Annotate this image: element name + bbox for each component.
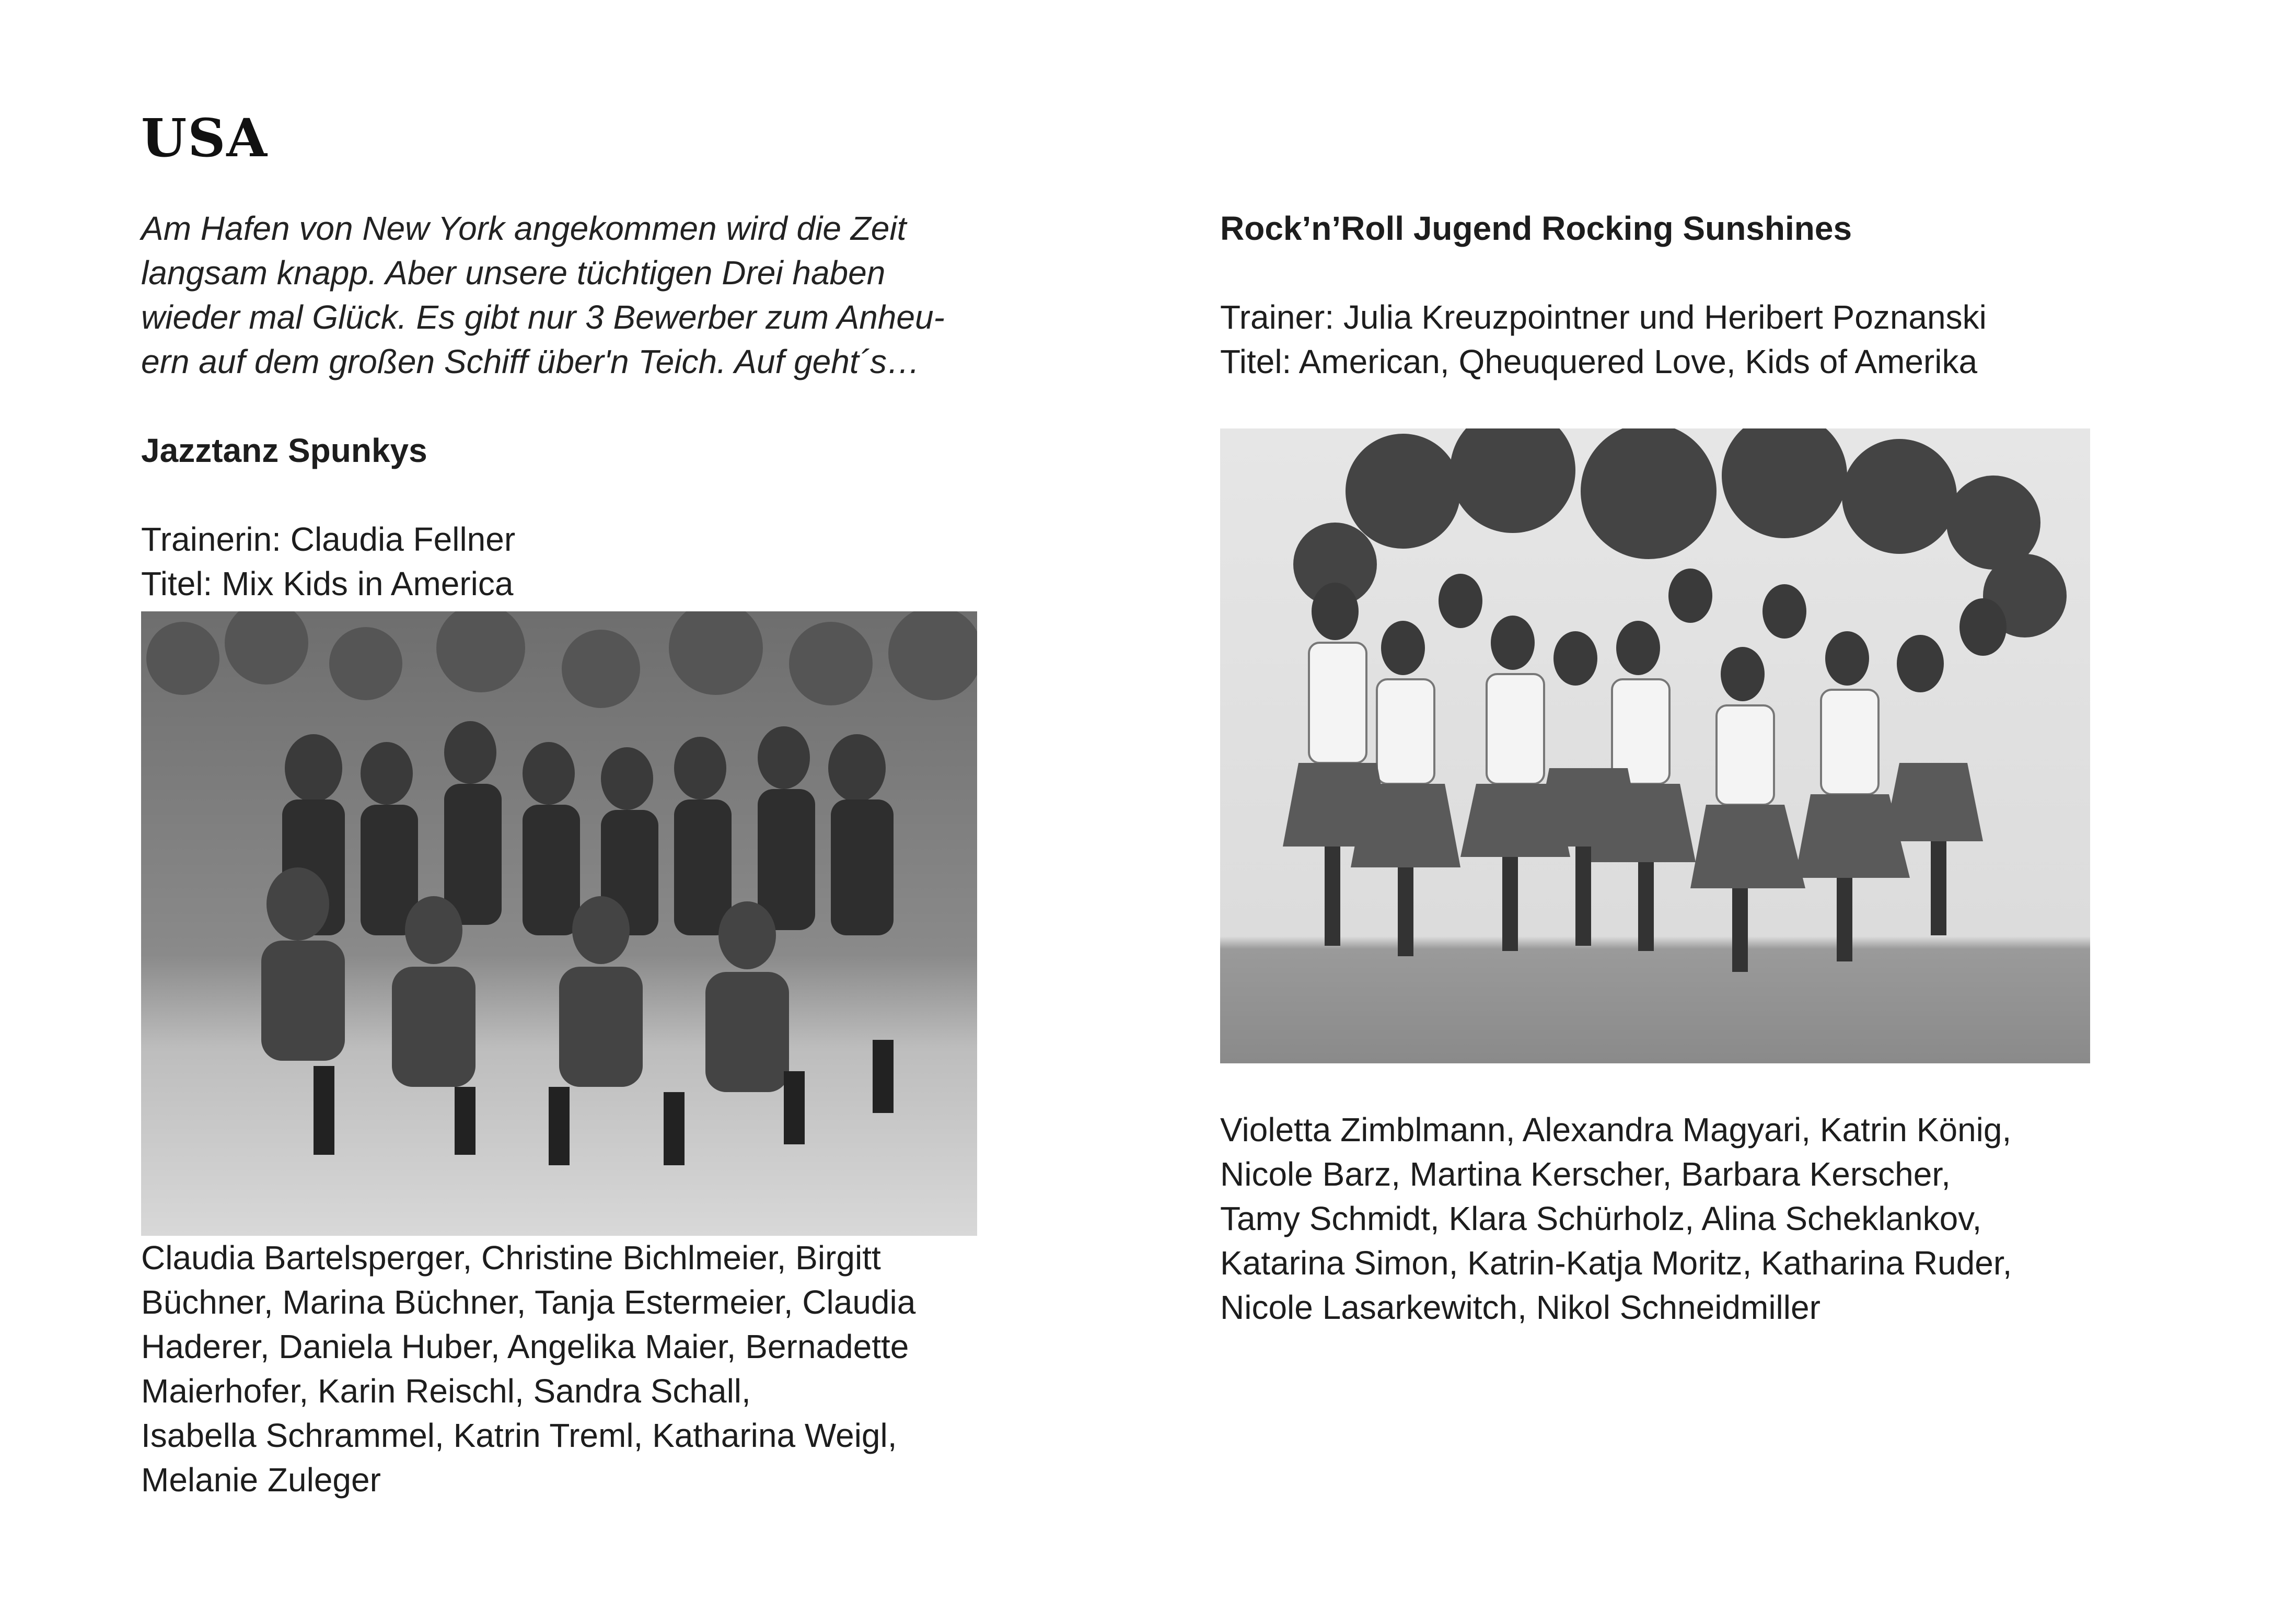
member-line: Claudia Bartelsperger, Christine Bichlmeier, Birgitt xyxy=(141,1239,881,1277)
member-line: Haderer, Daniela Huber, Angelika Maier, Bernadette xyxy=(141,1328,909,1365)
member-line: Nicole Lasarkewitch, Nikol Schneidmiller xyxy=(1220,1289,1820,1326)
rock-group-photo xyxy=(1220,428,2090,1063)
rock-trainer: Trainer: Julia Kreuzpointner und Heribert Poznanski xyxy=(1220,298,1987,336)
member-line: Büchner, Marina Büchner, Tanja Estermeier, Claudia xyxy=(141,1283,916,1321)
jazz-group-photo xyxy=(141,611,977,1236)
member-line: Isabella Schrammel, Katrin Treml, Katharina Weigl, xyxy=(141,1417,897,1454)
jazz-heading: Jazztanz Spunkys xyxy=(141,432,427,469)
member-line: Nicole Barz, Martina Kerscher, Barbara Kerscher, xyxy=(1220,1155,1951,1193)
member-line: Tamy Schmidt, Klara Schürholz, Alina Scheklankov, xyxy=(1220,1200,1982,1237)
jazz-trainer-block xyxy=(141,517,1134,606)
member-line: Maierhofer, Karin Reischl, Sandra Schall, xyxy=(141,1372,751,1410)
page-title: USA xyxy=(141,107,269,169)
intro-line: wieder mal Glück. Es gibt nur 3 Bewerber zum Anheu- xyxy=(141,298,945,336)
jazz-titel: Titel: Mix Kids in America xyxy=(141,565,514,602)
jazz-section xyxy=(141,428,1134,606)
intro-line: Am Hafen von New York angekommen wird die Zeit xyxy=(141,210,907,247)
intro-line: ern auf dem großen Schiff über'n Teich. Auf geht´s… xyxy=(141,343,920,380)
rock-trainer-block xyxy=(1220,295,2187,384)
member-line: Melanie Zuleger xyxy=(141,1461,381,1499)
intro-text xyxy=(141,206,1134,384)
intro-line: langsam knapp. Aber unsere tüchtigen Drei haben xyxy=(141,254,886,292)
rock-heading: Rock’n’Roll Jugend Rocking Sunshines xyxy=(1220,210,1852,247)
member-line: Violetta Zimblmann, Alexandra Magyari, Katrin König, xyxy=(1220,1111,2012,1149)
jazz-trainer: Trainerin: Claudia Fellner xyxy=(141,520,516,558)
rock-section xyxy=(1220,206,2187,384)
rock-titel: Titel: American, Qheuquered Love, Kids of Amerika xyxy=(1220,343,1978,380)
rock-members xyxy=(1220,1108,2213,1330)
member-line: Katarina Simon, Katrin-Katja Moritz, Katharina Ruder, xyxy=(1220,1244,2012,1282)
jazz-members xyxy=(141,1236,1134,1502)
